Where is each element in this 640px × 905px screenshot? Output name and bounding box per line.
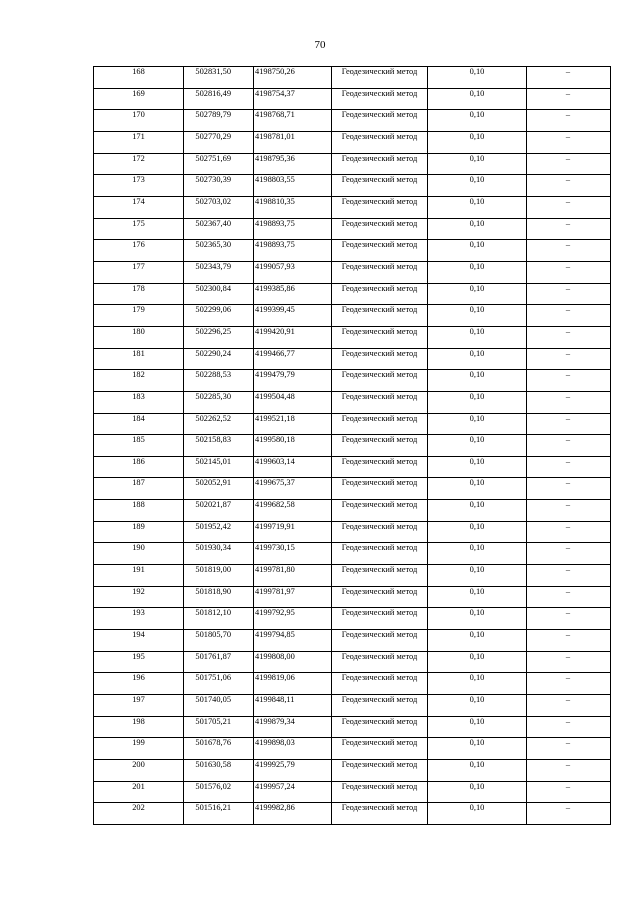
point-number-cell: 197: [94, 695, 184, 717]
table-row: [94, 781, 611, 803]
table-row: [94, 673, 611, 695]
point-number-cell: 200: [94, 760, 184, 782]
table-row: [94, 153, 611, 175]
method-cell: Геодезический метод: [332, 673, 428, 695]
table-row: [94, 305, 611, 327]
table-row: [94, 370, 611, 392]
empty-value-cell: –: [527, 630, 611, 652]
accuracy-cell: 0,10: [428, 716, 527, 738]
point-number-cell: 173: [94, 175, 184, 197]
point-number-cell: 190: [94, 543, 184, 565]
empty-value-cell: –: [527, 67, 611, 89]
accuracy-cell: 0,10: [428, 738, 527, 760]
empty-value-cell: –: [527, 738, 611, 760]
point-number-cell: 170: [94, 110, 184, 132]
point-number-cell: 177: [94, 261, 184, 283]
method-cell: Геодезический метод: [332, 478, 428, 500]
point-number-cell: 199: [94, 738, 184, 760]
method-cell: Геодезический метод: [332, 283, 428, 305]
x-coordinate-cell: 501761,87: [184, 651, 254, 673]
y-coordinate-cell: 4198810,35: [254, 196, 332, 218]
y-coordinate-cell: 4199794,85: [254, 630, 332, 652]
x-coordinate-cell: 502789,79: [184, 110, 254, 132]
table-row: [94, 695, 611, 717]
y-coordinate-cell: 4199781,97: [254, 586, 332, 608]
table-row: [94, 413, 611, 435]
x-coordinate-cell: 501818,90: [184, 586, 254, 608]
accuracy-cell: 0,10: [428, 196, 527, 218]
accuracy-cell: 0,10: [428, 521, 527, 543]
method-cell: Геодезический метод: [332, 543, 428, 565]
y-coordinate-cell: 4199479,79: [254, 370, 332, 392]
x-coordinate-cell: 502751,69: [184, 153, 254, 175]
accuracy-cell: 0,10: [428, 283, 527, 305]
x-coordinate-cell: 502770,29: [184, 131, 254, 153]
point-number-cell: 180: [94, 326, 184, 348]
page-number: 70: [314, 39, 326, 51]
y-coordinate-cell: 4198795,36: [254, 153, 332, 175]
method-cell: Геодезический метод: [332, 760, 428, 782]
method-cell: Геодезический метод: [332, 565, 428, 587]
empty-value-cell: –: [527, 521, 611, 543]
y-coordinate-cell: 4199781,80: [254, 565, 332, 587]
accuracy-cell: 0,10: [428, 608, 527, 630]
method-cell: Геодезический метод: [332, 240, 428, 262]
empty-value-cell: –: [527, 803, 611, 825]
table-row: [94, 283, 611, 305]
x-coordinate-cell: 502285,30: [184, 391, 254, 413]
accuracy-cell: 0,10: [428, 565, 527, 587]
x-coordinate-cell: 501740,05: [184, 695, 254, 717]
y-coordinate-cell: 4199848,11: [254, 695, 332, 717]
method-cell: Геодезический метод: [332, 326, 428, 348]
x-coordinate-cell: 502365,30: [184, 240, 254, 262]
method-cell: Геодезический метод: [332, 695, 428, 717]
empty-value-cell: –: [527, 196, 611, 218]
accuracy-cell: 0,10: [428, 651, 527, 673]
x-coordinate-cell: 502703,02: [184, 196, 254, 218]
accuracy-cell: 0,10: [428, 500, 527, 522]
method-cell: Геодезический метод: [332, 803, 428, 825]
table-row: [94, 543, 611, 565]
point-number-cell: 174: [94, 196, 184, 218]
empty-value-cell: –: [527, 456, 611, 478]
table-row: [94, 131, 611, 153]
accuracy-cell: 0,10: [428, 803, 527, 825]
table-row: [94, 88, 611, 110]
point-number-cell: 179: [94, 305, 184, 327]
x-coordinate-cell: 502300,84: [184, 283, 254, 305]
method-cell: Геодезический метод: [332, 456, 428, 478]
method-cell: Геодезический метод: [332, 435, 428, 457]
x-coordinate-cell: 502343,79: [184, 261, 254, 283]
point-number-cell: 193: [94, 608, 184, 630]
method-cell: Геодезический метод: [332, 413, 428, 435]
x-coordinate-cell: 501812,10: [184, 608, 254, 630]
x-coordinate-cell: 502052,91: [184, 478, 254, 500]
x-coordinate-cell: 502288,53: [184, 370, 254, 392]
accuracy-cell: 0,10: [428, 305, 527, 327]
accuracy-cell: 0,10: [428, 391, 527, 413]
accuracy-cell: 0,10: [428, 131, 527, 153]
x-coordinate-cell: 502730,39: [184, 175, 254, 197]
point-number-cell: 172: [94, 153, 184, 175]
method-cell: Геодезический метод: [332, 738, 428, 760]
x-coordinate-cell: 502299,06: [184, 305, 254, 327]
accuracy-cell: 0,10: [428, 175, 527, 197]
y-coordinate-cell: 4199925,79: [254, 760, 332, 782]
method-cell: Геодезический метод: [332, 500, 428, 522]
point-number-cell: 185: [94, 435, 184, 457]
accuracy-cell: 0,10: [428, 478, 527, 500]
method-cell: Геодезический метод: [332, 521, 428, 543]
y-coordinate-cell: 4199580,18: [254, 435, 332, 457]
empty-value-cell: –: [527, 348, 611, 370]
x-coordinate-cell: 501516,21: [184, 803, 254, 825]
empty-value-cell: –: [527, 110, 611, 132]
x-coordinate-cell: 502290,24: [184, 348, 254, 370]
accuracy-cell: 0,10: [428, 435, 527, 457]
accuracy-cell: 0,10: [428, 240, 527, 262]
y-coordinate-cell: 4198781,01: [254, 131, 332, 153]
empty-value-cell: –: [527, 543, 611, 565]
y-coordinate-cell: 4199603,14: [254, 456, 332, 478]
empty-value-cell: –: [527, 651, 611, 673]
x-coordinate-cell: 502262,52: [184, 413, 254, 435]
x-coordinate-cell: 501952,42: [184, 521, 254, 543]
y-coordinate-cell: 4199730,15: [254, 543, 332, 565]
accuracy-cell: 0,10: [428, 586, 527, 608]
method-cell: Геодезический метод: [332, 175, 428, 197]
empty-value-cell: –: [527, 673, 611, 695]
table-row: [94, 630, 611, 652]
empty-value-cell: –: [527, 391, 611, 413]
x-coordinate-cell: 501819,00: [184, 565, 254, 587]
accuracy-cell: 0,10: [428, 67, 527, 89]
y-coordinate-cell: 4199466,77: [254, 348, 332, 370]
y-coordinate-cell: 4199819,06: [254, 673, 332, 695]
empty-value-cell: –: [527, 283, 611, 305]
empty-value-cell: –: [527, 131, 611, 153]
empty-value-cell: –: [527, 305, 611, 327]
accuracy-cell: 0,10: [428, 456, 527, 478]
point-number-cell: 175: [94, 218, 184, 240]
point-number-cell: 169: [94, 88, 184, 110]
table-row: [94, 760, 611, 782]
table-row: [94, 608, 611, 630]
accuracy-cell: 0,10: [428, 218, 527, 240]
y-coordinate-cell: 4199792,95: [254, 608, 332, 630]
empty-value-cell: –: [527, 716, 611, 738]
accuracy-cell: 0,10: [428, 348, 527, 370]
table-row: [94, 435, 611, 457]
table-row: [94, 478, 611, 500]
empty-value-cell: –: [527, 88, 611, 110]
point-number-cell: 195: [94, 651, 184, 673]
x-coordinate-cell: 501930,34: [184, 543, 254, 565]
y-coordinate-cell: 4198803,55: [254, 175, 332, 197]
point-number-cell: 201: [94, 781, 184, 803]
method-cell: Геодезический метод: [332, 630, 428, 652]
x-coordinate-cell: 502367,40: [184, 218, 254, 240]
method-cell: Геодезический метод: [332, 391, 428, 413]
coordinates-table-body: [94, 67, 611, 825]
coordinates-table: [93, 66, 611, 825]
accuracy-cell: 0,10: [428, 261, 527, 283]
y-coordinate-cell: 4199057,93: [254, 261, 332, 283]
empty-value-cell: –: [527, 695, 611, 717]
method-cell: Геодезический метод: [332, 261, 428, 283]
point-number-cell: 202: [94, 803, 184, 825]
point-number-cell: 196: [94, 673, 184, 695]
y-coordinate-cell: 4198750,26: [254, 67, 332, 89]
empty-value-cell: –: [527, 586, 611, 608]
x-coordinate-cell: 501751,06: [184, 673, 254, 695]
method-cell: Геодезический метод: [332, 196, 428, 218]
point-number-cell: 168: [94, 67, 184, 89]
table-row: [94, 500, 611, 522]
accuracy-cell: 0,10: [428, 153, 527, 175]
empty-value-cell: –: [527, 326, 611, 348]
empty-value-cell: –: [527, 565, 611, 587]
empty-value-cell: –: [527, 413, 611, 435]
accuracy-cell: 0,10: [428, 673, 527, 695]
method-cell: Геодезический метод: [332, 67, 428, 89]
accuracy-cell: 0,10: [428, 781, 527, 803]
empty-value-cell: –: [527, 153, 611, 175]
table-row: [94, 586, 611, 608]
table-row: [94, 565, 611, 587]
method-cell: Геодезический метод: [332, 370, 428, 392]
table-row: [94, 803, 611, 825]
method-cell: Геодезический метод: [332, 348, 428, 370]
y-coordinate-cell: 4199957,24: [254, 781, 332, 803]
table-row: [94, 391, 611, 413]
x-coordinate-cell: 501630,58: [184, 760, 254, 782]
table-row: [94, 218, 611, 240]
table-row: [94, 738, 611, 760]
table-row: [94, 261, 611, 283]
empty-value-cell: –: [527, 760, 611, 782]
table-row: [94, 521, 611, 543]
y-coordinate-cell: 4199879,34: [254, 716, 332, 738]
point-number-cell: 191: [94, 565, 184, 587]
point-number-cell: 198: [94, 716, 184, 738]
table-row: [94, 716, 611, 738]
method-cell: Геодезический метод: [332, 716, 428, 738]
method-cell: Геодезический метод: [332, 110, 428, 132]
point-number-cell: 187: [94, 478, 184, 500]
table-row: [94, 456, 611, 478]
table-row: [94, 175, 611, 197]
accuracy-cell: 0,10: [428, 370, 527, 392]
point-number-cell: 186: [94, 456, 184, 478]
x-coordinate-cell: 502021,87: [184, 500, 254, 522]
table-row: [94, 326, 611, 348]
y-coordinate-cell: 4198768,71: [254, 110, 332, 132]
table-row: [94, 348, 611, 370]
accuracy-cell: 0,10: [428, 630, 527, 652]
y-coordinate-cell: 4199385,86: [254, 283, 332, 305]
y-coordinate-cell: 4198893,75: [254, 240, 332, 262]
point-number-cell: 189: [94, 521, 184, 543]
y-coordinate-cell: 4199982,86: [254, 803, 332, 825]
table-row: [94, 196, 611, 218]
empty-value-cell: –: [527, 478, 611, 500]
method-cell: Геодезический метод: [332, 131, 428, 153]
y-coordinate-cell: 4198893,75: [254, 218, 332, 240]
point-number-cell: 181: [94, 348, 184, 370]
x-coordinate-cell: 502831,50: [184, 67, 254, 89]
accuracy-cell: 0,10: [428, 413, 527, 435]
method-cell: Геодезический метод: [332, 651, 428, 673]
method-cell: Геодезический метод: [332, 608, 428, 630]
empty-value-cell: –: [527, 435, 611, 457]
table-row: [94, 67, 611, 89]
point-number-cell: 192: [94, 586, 184, 608]
accuracy-cell: 0,10: [428, 760, 527, 782]
method-cell: Геодезический метод: [332, 586, 428, 608]
point-number-cell: 184: [94, 413, 184, 435]
table-row: [94, 110, 611, 132]
y-coordinate-cell: 4199719,91: [254, 521, 332, 543]
method-cell: Геодезический метод: [332, 88, 428, 110]
x-coordinate-cell: 501576,02: [184, 781, 254, 803]
empty-value-cell: –: [527, 240, 611, 262]
x-coordinate-cell: 502145,01: [184, 456, 254, 478]
y-coordinate-cell: 4199504,48: [254, 391, 332, 413]
empty-value-cell: –: [527, 261, 611, 283]
accuracy-cell: 0,10: [428, 88, 527, 110]
method-cell: Геодезический метод: [332, 305, 428, 327]
y-coordinate-cell: 4199399,45: [254, 305, 332, 327]
empty-value-cell: –: [527, 781, 611, 803]
method-cell: Геодезический метод: [332, 218, 428, 240]
y-coordinate-cell: 4199898,03: [254, 738, 332, 760]
x-coordinate-cell: 502816,49: [184, 88, 254, 110]
empty-value-cell: –: [527, 500, 611, 522]
x-coordinate-cell: 501705,21: [184, 716, 254, 738]
point-number-cell: 182: [94, 370, 184, 392]
point-number-cell: 194: [94, 630, 184, 652]
empty-value-cell: –: [527, 175, 611, 197]
method-cell: Геодезический метод: [332, 153, 428, 175]
empty-value-cell: –: [527, 608, 611, 630]
empty-value-cell: –: [527, 218, 611, 240]
x-coordinate-cell: 502158,83: [184, 435, 254, 457]
point-number-cell: 183: [94, 391, 184, 413]
x-coordinate-cell: 502296,25: [184, 326, 254, 348]
y-coordinate-cell: 4199420,91: [254, 326, 332, 348]
method-cell: Геодезический метод: [332, 781, 428, 803]
y-coordinate-cell: 4199808,00: [254, 651, 332, 673]
accuracy-cell: 0,10: [428, 695, 527, 717]
x-coordinate-cell: 501678,76: [184, 738, 254, 760]
point-number-cell: 176: [94, 240, 184, 262]
point-number-cell: 178: [94, 283, 184, 305]
x-coordinate-cell: 501805,70: [184, 630, 254, 652]
y-coordinate-cell: 4199682,58: [254, 500, 332, 522]
y-coordinate-cell: 4199521,18: [254, 413, 332, 435]
point-number-cell: 188: [94, 500, 184, 522]
point-number-cell: 171: [94, 131, 184, 153]
table-row: [94, 651, 611, 673]
accuracy-cell: 0,10: [428, 110, 527, 132]
table-row: [94, 240, 611, 262]
empty-value-cell: –: [527, 370, 611, 392]
y-coordinate-cell: 4199675,37: [254, 478, 332, 500]
accuracy-cell: 0,10: [428, 326, 527, 348]
accuracy-cell: 0,10: [428, 543, 527, 565]
y-coordinate-cell: 4198754,37: [254, 88, 332, 110]
